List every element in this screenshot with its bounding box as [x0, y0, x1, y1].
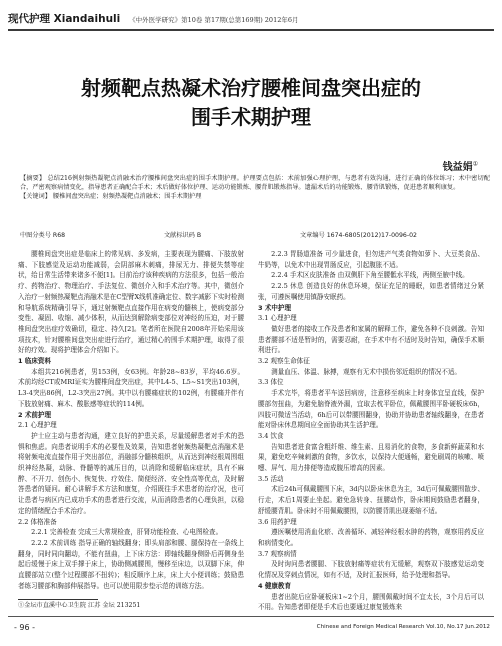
body-paragraph: 患者出院后应卧硬板床1~2个月，腰围佩戴时间不宜太长，3个月后可以不用。告知患者即便是手术后也要通过康复锻炼来 [258, 592, 484, 612]
section-heading: 3 术中护理 [258, 303, 292, 312]
body-column-left [18, 249, 244, 592]
subsection-heading: 3.6 用药护理 [258, 517, 297, 526]
article-number: 文章编号 1674-6805(2012)17-0096-02 [300, 232, 417, 239]
body-paragraph: 本组共216例患者，男153例，女63例。年龄28~83岁，平均46.6岁。术前均经CT或MRI证实为腰椎间盘突出症，其中L4-5、L5~S1突出103例，L3-4突出86例，L2-3突出27例。其中以有腰痛症状的102例，有腰痛并伴有下肢放射痛、麻木、酸胀感等症状的114例。 [18, 367, 244, 408]
body-paragraph: 2.2.5 休息 创造良好的休息环境，保证充足的睡眠，如患者情绪过分紧张，可遵医嘱使用镇静安眠药。 [258, 282, 484, 301]
subsection-heading: 3.3 体位 [258, 378, 284, 387]
author [443, 158, 478, 173]
author-name: 钱益娟 [442, 162, 473, 173]
abstract-text: 【摘要】 总结216例射频热凝靶点消融术治疗腰椎间盘突出症的围手术期护理。护理要点包括：术前加强心理护理，与患者有效沟通，进行正确的体位练习；术中密切配合，严密观察病情变化，指导患者正确配合手术；术后做好体位护理、运动功能锻炼、腰背肌锻炼指导。遗漏术后的功能锻炼、腰背肌锻炼，促进患者顺利康复。 [20, 175, 490, 191]
section-heading: 1 临床资料 [18, 357, 52, 366]
header-rule [8, 29, 494, 31]
body-paragraph: 测量血压、体温、脉搏，观察有无术中损伤邻近组织的情况不适。 [271, 367, 461, 376]
footnote-rule [18, 599, 98, 600]
clc-code: 中图分类号 R68 [20, 232, 66, 239]
article-title-line1: 射频靶点热凝术治疗腰椎间盘突出症的 [81, 76, 421, 100]
section-heading: 4 健康教育 [258, 581, 292, 590]
subsection-heading: 3.4 饮食 [258, 431, 284, 440]
body-paragraph: 2.2.1 完善检查 完成三大常规检查，肝肾功能检查、心电图检查。 [31, 528, 223, 537]
footer-journal-name: Chinese and Foreign Medical Research Vol.10, No.17 Jun.2012 [316, 624, 490, 630]
subsection-heading: 3.5 活动 [258, 474, 284, 483]
issue-info: 《中外医学研究》第10卷 第17期(总第169期) 2012年6月 [129, 16, 299, 24]
doc-code: 文献标识码 B [164, 232, 202, 239]
footer-rule [8, 616, 494, 617]
subsection-heading: 2.2 体格准备 [18, 517, 57, 526]
body-paragraph: 护士应主动与患者沟通，建立良好的护患关系，尽量缓解患者对手术的恐惧和焦虑。向患者说明手术的必要性及效果，告知患者射频热凝靶点消融术是将射频电流直接作用于突出部位，消融部分髓核组织，从而达到神经根周围组织神经热凝，动脉、脊髓等的减压目的，以消除和缓解临床症状，具有不麻醉、不开刀、创伤小、恢复快、疗效佳、简便经济、安全性高等优点，及时解答患者的疑问。耐心讲解手术方法和康复，介绍既往手术患者的治疗况，也可让患者与病区内已成功手术的患者进行交流，从而消除患者的心理负担，以稳定的情绪配合手术治疗。 [18, 431, 244, 515]
body-paragraph: 2.2.3 胃肠道准备 可少量进食，但勿进产气类食物如萝卜、大豆类食品、牛奶等，以免术中出现胃肠反应，引起腹胀不适。 [258, 250, 484, 269]
body-paragraph: 及时询问患者腰腿、下肢放射痛等症状有无缓解，观察双下肢感觉运动变化情况及穿刺点情况，如有不适，及时汇报医师，给予处理和指导。 [258, 560, 484, 580]
article-title-line2: 围手术期护理 [191, 105, 311, 129]
body-paragraph: 2.2.2 术前训练 指导正确的轴线翻身；即头肩部和腰、腿保持在一条线上翻身，同时同向翻动，不能有扭曲，上下床方法：即轴线翻身侧卧后再侧身坐起后缓慢于床上双手撑于床上，协助侧减腰围，慢移至床边，以双脚下床，伸直腰部站立(整个过程腰部不扭转)；相反顺序上床，床上大小便训练；鼓励患者练习腰部和胸部伸展指导。也可以使用限步垫示范的训练方法。 [18, 538, 244, 590]
subsection-heading: 2.1 心理护理 [18, 421, 57, 430]
author-footnote-mark: ① [472, 160, 478, 168]
body-paragraph: 腰椎间盘突出症是临床上的常见病、多发病，主要表现为腰痛、下肢放射痛、下肢感觉及运动功能减弱，会阴部麻木刺痛，排尿无力、排便失禁等症状，给日常生活带来诸多不便[1]。目前治疗该种疾病的方法很多，包括一般治疗、药物治疗、物理治疗、手法复位、微创介入和手术治疗等。其中，微创介入治疗一射频热凝靶点消融术是在C型臂X线机准确定位、数字减影下实时检测和导航系统精确引导下，通过射频靶点直接作用在病变的髓核上，使病变部分变性、凝固、收缩、减少体积，从而达到解除病变部位对神经的压迫，对于腰椎间盘突出症疗效确切，稳定、持久[2]。笔者所在医院自2008年开始采用该项技术，针对腰椎间盘突出症进行治疗，通过精心的围手术期护理，取得了很好的疗效。现将护理体会介绍如下。 [18, 250, 244, 355]
body-paragraph: 术后24h可佩戴腰围下床，3d内以卧床休息为主，3d后可佩戴腰围散步、行走，术后1周要止坐起。避免急转身、扭腰动作，卧床期间鼓励患者翻身，舒缓腰背肌。卧床时不用佩戴腰围，以防腰背肌出现萎缩不适。 [258, 485, 484, 515]
body-paragraph: 做好患者的接收工作及患者和家属的解释工作，避免各种不良刺激。告知患者腰部不适是暂时的，需要忍耐，在手术中有不适时及时告知，确保手术顺利进行。 [258, 324, 484, 355]
body-paragraph: 手术完毕，将患者平车送回病房，注意移至病床上时身体宜呈直线，保护腰部勿扭曲，为避免脑脊液外漏，宜取去枕平卧位，佩戴腰围平卧硬板床6h，四肢可微适当活动，6h后可以带腰围翻身，协助并协助患者轴线翻身，在患者能对卧床休息期间应全面协助其生活护理。 [258, 389, 484, 430]
body-column-right [258, 249, 484, 613]
keywords-text: 【关键词】 腰椎间盘突出症；射频热凝靶点消融术；围手术期护理 [20, 193, 202, 201]
body-paragraph: 遵医嘱使用消血化瘀、改善循环、减轻神经根水肿的药物，观察用药反应和病情变化。 [258, 528, 484, 547]
author-affiliation-footnote: ①金坛市直溪中心卫生院 江苏 金坛 213251 [18, 602, 141, 609]
subsection-heading: 3.1 心理护理 [258, 314, 297, 323]
body-paragraph: 告知患者进食富含粗纤维、维生素、且易消化的食物，多食新鲜蔬菜和水果，避免吃辛辣刺激的食物，多饮水，以保持大便通畅，避免刷周的咳嗽、喷嚏、屏气、用力排便等造成腹压增高的因素。 [258, 442, 484, 473]
page-number: - 96 - [14, 623, 36, 632]
abstract-block [20, 175, 490, 203]
subsection-heading: 3.2 观察生命体征 [258, 357, 310, 366]
body-paragraph: 2.2.4 手术区皮肤准备 由双侧肝下角至腰骶水平线，两侧至腋中线。 [271, 271, 469, 280]
section-heading: 2 术前护理 [18, 410, 52, 419]
journal-name: 现代护理 Xiandaihuli [8, 13, 121, 25]
page-header [8, 11, 494, 29]
subsection-heading: 3.7 观察病情 [258, 549, 297, 558]
